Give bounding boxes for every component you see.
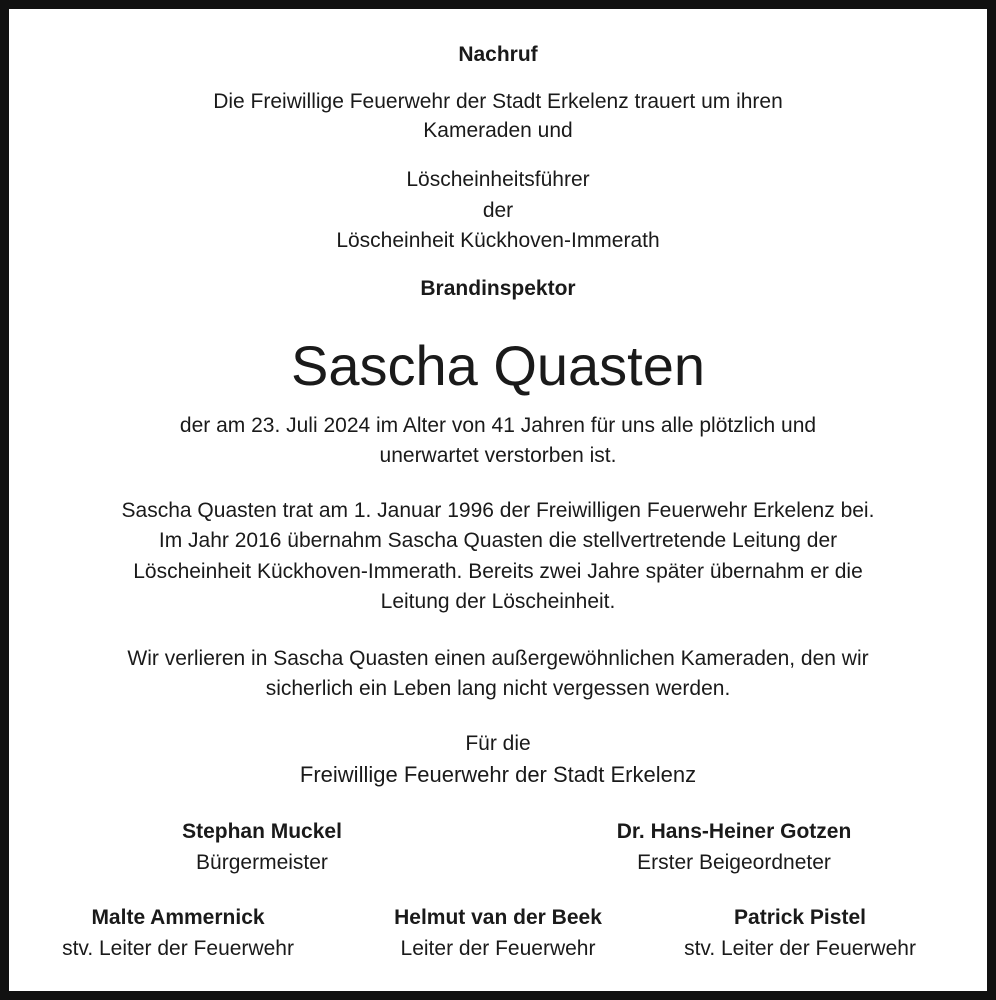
death-line-1: der am 23. Juli 2024 im Alter von 41 Jahren für uns alle plötzlich und — [179, 414, 817, 437]
signatory-title: stv. Leiter der Feuerwehr — [684, 937, 916, 960]
signatory-name: Malte Ammernick — [91, 906, 265, 929]
signatory-name: Patrick Pistel — [734, 906, 866, 929]
intro-line-1: Die Freiwillige Feuerwehr der Stadt Erkelenz trauert um ihren — [213, 90, 783, 113]
intro-line-2: Kameraden und — [423, 119, 573, 142]
tribute-line-1: Wir verlieren in Sascha Quasten einen außergewöhnlichen Kameraden, den wir — [127, 647, 869, 670]
signatory-name: Stephan Muckel — [182, 820, 342, 843]
heading: Nachruf — [458, 43, 538, 66]
tribute-line-2: sicherlich ein Leben lang nicht vergessen werden. — [265, 677, 731, 700]
signatory-title: Erster Beigeordneter — [637, 851, 831, 874]
signatory-title: stv. Leiter der Feuerwehr — [62, 937, 294, 960]
organization: Freiwillige Feuerwehr der Stadt Erkelenz — [299, 762, 697, 787]
signatory-name: Dr. Hans-Heiner Gotzen — [616, 820, 852, 843]
deceased-name: Sascha Quasten — [290, 334, 706, 397]
bio-line-4: Leitung der Löscheinheit. — [380, 590, 616, 613]
bio-line-1: Sascha Quasten trat am 1. Januar 1996 der Freiwilligen Feuerwehr Erkelenz bei. — [121, 499, 875, 522]
rank: Brandinspektor — [420, 277, 576, 300]
role-line-1: Löscheinheitsführer — [406, 168, 590, 191]
signatory-title: Bürgermeister — [196, 851, 328, 874]
bio-line-3: Löscheinheit Kückhoven-Immerath. Bereits zwei Jahre später übernahm er die — [133, 560, 863, 583]
bio-line-2: Im Jahr 2016 übernahm Sascha Quasten die stellvertretende Leitung der — [158, 529, 838, 552]
signatory-title: Leiter der Feuerwehr — [400, 937, 596, 960]
role-line-3: Löscheinheit Kückhoven-Immerath — [336, 229, 660, 252]
signatory-name: Helmut van der Beek — [394, 906, 602, 929]
role-line-2: der — [482, 199, 514, 222]
for-label: Für die — [465, 732, 531, 755]
death-line-2: unerwartet verstorben ist. — [379, 444, 617, 467]
